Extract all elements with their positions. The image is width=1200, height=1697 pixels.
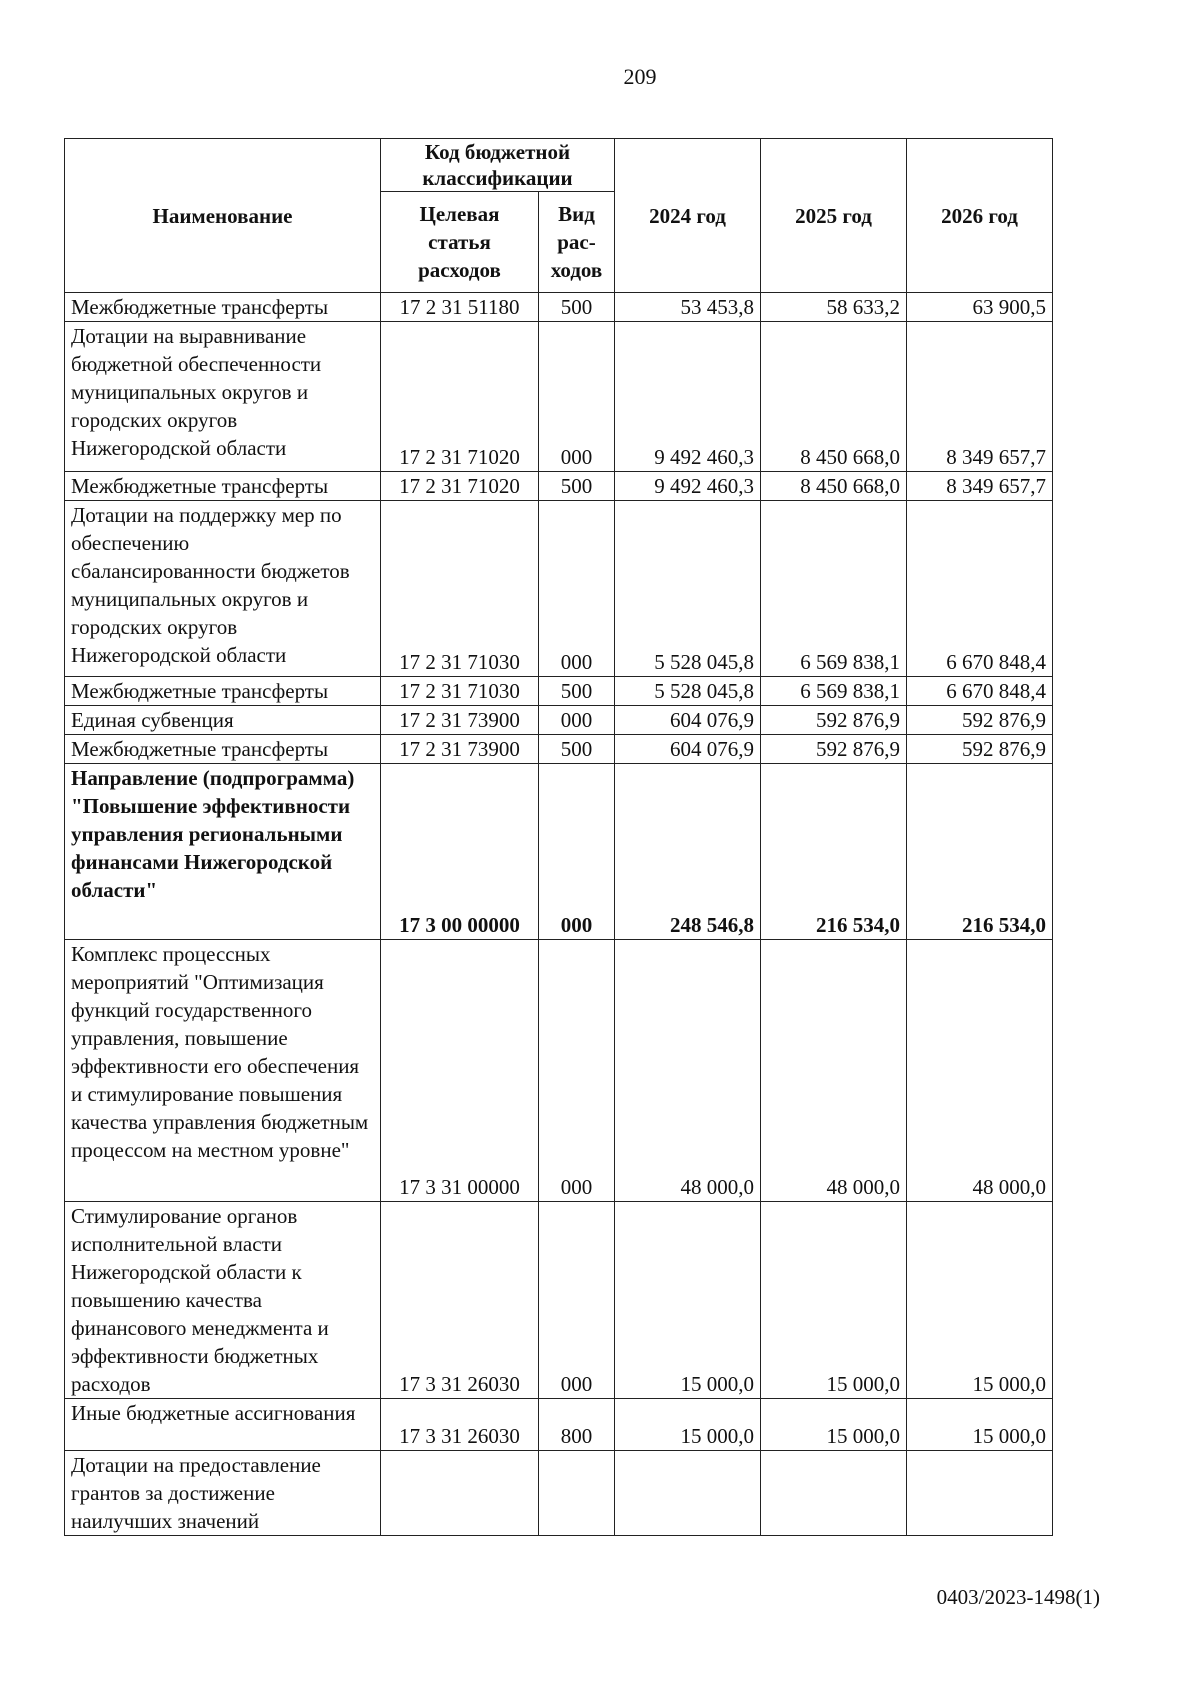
row-expense-kind-cell: 500 [539,472,615,501]
row-2026-cell: 8 349 657,7 [907,322,1053,472]
header-2026: 2026 год [907,139,1053,293]
table-row [65,1202,1053,1399]
row-target-code-cell: 17 2 31 73900 [381,735,539,764]
row-2025-cell: 216 534,0 [761,764,907,940]
row-name-cell: Единая субвенция [65,706,381,735]
row-name-cell: Межбюджетные трансферты [65,677,381,706]
row-2025-cell: 8 450 668,0 [761,472,907,501]
row-2025-cell: 48 000,0 [761,940,907,1202]
table-row [65,501,1053,677]
row-2024-cell [615,1451,761,1536]
row-expense-kind-cell: 000 [539,940,615,1202]
row-2026-cell: 6 670 848,4 [907,501,1053,677]
row-name-cell: Иные бюджетные ассигнования [65,1399,381,1451]
row-2025-cell: 58 633,2 [761,293,907,322]
table-row [65,1451,1053,1536]
row-2025-cell: 8 450 668,0 [761,322,907,472]
row-expense-kind-cell: 000 [539,706,615,735]
row-2026-cell: 15 000,0 [907,1202,1053,1399]
row-expense-kind-cell: 800 [539,1399,615,1451]
table-row [65,735,1053,764]
row-2026-cell [907,1451,1053,1536]
header-expense-kind: Вид рас-ходов [539,192,615,293]
row-2026-cell: 63 900,5 [907,293,1053,322]
page-number: 209 [623,64,657,89]
row-target-code-cell: 17 3 00 00000 [381,764,539,940]
row-2024-cell: 5 528 045,8 [615,501,761,677]
table-body [65,293,1053,1536]
row-name-cell: Дотации на выравнивание бюджетной обеспеченности муниципальных округов и городских округов Нижегородской области [65,322,381,472]
row-2024-cell: 9 492 460,3 [615,322,761,472]
row-2025-cell: 592 876,9 [761,735,907,764]
table-row [65,706,1053,735]
row-expense-kind-cell: 500 [539,293,615,322]
row-2024-cell: 5 528 045,8 [615,677,761,706]
document-id: 0403/2023-1498(1) [936,1585,1100,1609]
row-name-cell: Межбюджетные трансферты [65,735,381,764]
row-2026-cell: 592 876,9 [907,735,1053,764]
row-name-cell: Дотации на поддержку мер по обеспечению сбалансированности бюджетов муниципальных округов и городских округов Нижегородской области [65,501,381,677]
row-target-code-cell: 17 2 31 71020 [381,472,539,501]
table-row [65,1399,1053,1451]
row-target-code-cell: 17 2 31 71030 [381,501,539,677]
row-2025-cell: 6 569 838,1 [761,501,907,677]
row-name-cell: Комплекс процессных мероприятий "Оптимизация функций государственного управления, повышение эффективности его обеспечения и стимулирование повышения качества управления бюджетным процессом на местном уровне" [65,940,381,1202]
row-name-cell: Межбюджетные трансферты [65,472,381,501]
table-row [65,472,1053,501]
row-2026-cell: 15 000,0 [907,1399,1053,1451]
row-2024-cell: 48 000,0 [615,940,761,1202]
row-2024-cell: 248 546,8 [615,764,761,940]
row-2024-cell: 604 076,9 [615,735,761,764]
row-name-cell: Дотации на предоставление грантов за достижение наилучших значений [65,1451,381,1536]
row-expense-kind-cell: 000 [539,764,615,940]
header-name: Наименование [65,139,381,293]
row-target-code-cell: 17 3 31 26030 [381,1399,539,1451]
row-2024-cell: 15 000,0 [615,1399,761,1451]
row-target-code-cell: 17 2 31 71020 [381,322,539,472]
row-name-cell: Направление (подпрограмма) "Повышение эффективности управления региональными финансами Нижегородской области" [65,764,381,940]
row-name-cell: Стимулирование органов исполнительной власти Нижегородской области к повышению качества финансового менеджмента и эффективности бюджетных расходов [65,1202,381,1399]
row-expense-kind-cell: 500 [539,735,615,764]
row-2026-cell: 6 670 848,4 [907,677,1053,706]
table-row [65,293,1053,322]
row-2026-cell: 8 349 657,7 [907,472,1053,501]
row-2024-cell: 15 000,0 [615,1202,761,1399]
header-code-group: Код бюджетной классификации [381,139,615,192]
row-2025-cell: 6 569 838,1 [761,677,907,706]
row-2026-cell: 48 000,0 [907,940,1053,1202]
row-expense-kind-cell: 000 [539,501,615,677]
row-2025-cell [761,1451,907,1536]
table-row [65,677,1053,706]
row-2025-cell: 15 000,0 [761,1202,907,1399]
row-expense-kind-cell: 000 [539,1202,615,1399]
row-target-code-cell: 17 2 31 51180 [381,293,539,322]
budget-table [64,138,1053,1536]
table-row [65,940,1053,1202]
row-2025-cell: 15 000,0 [761,1399,907,1451]
row-expense-kind-cell: 500 [539,677,615,706]
row-2024-cell: 9 492 460,3 [615,472,761,501]
row-expense-kind-cell: 000 [539,322,615,472]
header-2024: 2024 год [615,139,761,293]
row-2026-cell: 216 534,0 [907,764,1053,940]
row-target-code-cell [381,1451,539,1536]
row-2025-cell: 592 876,9 [761,706,907,735]
row-target-code-cell: 17 3 31 00000 [381,940,539,1202]
row-target-code-cell: 17 3 31 26030 [381,1202,539,1399]
table-row [65,764,1053,940]
row-2026-cell: 592 876,9 [907,706,1053,735]
table-row [65,322,1053,472]
row-2024-cell: 53 453,8 [615,293,761,322]
row-target-code-cell: 17 2 31 71030 [381,677,539,706]
row-name-cell: Межбюджетные трансферты [65,293,381,322]
header-2025: 2025 год [761,139,907,293]
row-expense-kind-cell [539,1451,615,1536]
header-target-article: Целевая статья расходов [381,192,539,293]
row-2024-cell: 604 076,9 [615,706,761,735]
row-target-code-cell: 17 2 31 73900 [381,706,539,735]
